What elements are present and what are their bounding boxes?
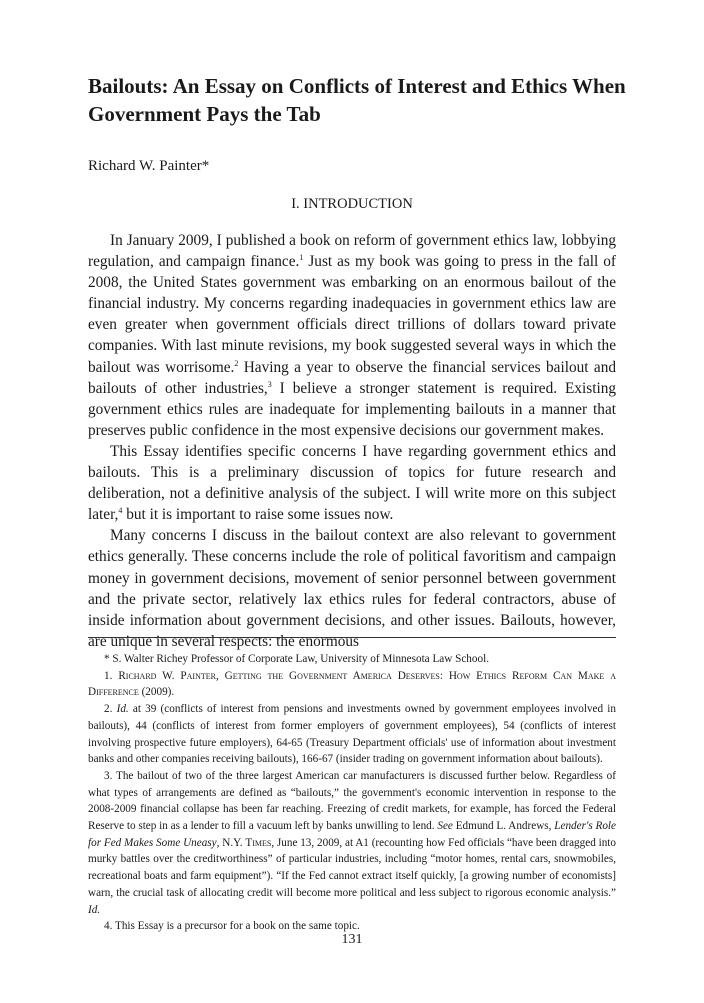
body-paragraph: Many concerns I discuss in the bailout context are also relevant to government ethics generally. These concerns include the role of political favoritism and campaign money in government decisions, movement of senior personnel between government and the private sector, relatively lax ethics rules for federal contractors, abuse of inside information about government decisions, and other issues. Bailouts, however, are unique in several respects: the enormous xyxy=(88,527,616,650)
footnote-ref: 4 xyxy=(118,506,123,516)
footnote-2: 2. Id. at 39 (conflicts of interest from pensions and investments owned by government employees involved in bailouts), 44 (conflicts of interest from former employers of government employees), 54 (conflicts of interest involving prospective future employers), 64-65 (Treasury Department officials' use of information about investment banks and other companies receiving bailouts), 166-67 (insider trading on government information about bailouts). xyxy=(88,703,617,766)
body-paragraph: In January 2009, I published a book on reform of government ethics law, lobbying regulation, and campaign finance.$^1$ Just as my book was going to press in the fall of 2008, the United States government was embarking on an enormous bailout of the financial industry. My concerns regarding inadequacies in government ethics law are even greater when government officials direct trillions of dollars toward private companies. With last minute revisions, my book suggested several ways in which the bailout was worrisome.$^2$ Having a year to observe the financial services bailout and bailouts of other industries,$^3$ I believe a stronger statement is required. Existing government ethics rules are inadequate for implementing bailouts in a manner that preserves public confidence in the most expensive decisions our government makes. xyxy=(88,232,616,439)
article-title: Bailouts: An Essay on Conflicts of Interest and Ethics When Government Pays the Tab xyxy=(88,74,626,126)
footnote-4: 4. This Essay is a precursor for a book on the same topic. xyxy=(104,920,360,933)
footnotes xyxy=(88,651,616,935)
body-paragraph: This Essay identifies specific concerns I have regarding government ethics and bailouts. This is a preliminary discussion of topics for future research and deliberation, not a definitive analysis of the subject. I will write more on this subject later,$^4$ but it is important to raise some issues now. xyxy=(88,442,616,524)
footnote-ref: 3 xyxy=(267,379,272,389)
footnote-1: 1. Richard W. Painter, Getting the Government America Deserves: How Ethics Reform Can Make a Difference (2009). xyxy=(88,669,616,699)
footnote-ref: 2 xyxy=(234,358,239,368)
page-number: 131 xyxy=(341,932,363,947)
section-heading: I. INTRODUCTION xyxy=(291,196,413,212)
article-body xyxy=(88,230,616,652)
footnote-3: 3. The bailout of two of the three largest American car manufacturers is discussed further below. Regardless of what types of arrangements are defined as “bailouts,” the government's economic intervention in response to the 2008-2009 financial collapse has been far reaching. Freezing of credit markets, for example, has forced the Federal Reserve to step in as a lender to fill a vacuum left by banks unwilling to lend. See Edmund L. Andrews, Lender's Role for Fed Makes Some Uneasy, N.Y. Times, June 13, 2009, at A1 (recounting how Fed officials “have been dragged into murky battles over the creditworthiness” of particular industries, including “motor homes, rental cars, snowmobiles, recreational boats and farm equipment”). “If the Fed cannot extract itself quickly, [a growing number of economists] warn, the crucial task of allocating credit will become more political and less subject to rigorous economic analysis.” Id. xyxy=(88,769,617,916)
footnote-ref: 1 xyxy=(299,253,304,262)
author-name: Richard W. Painter* xyxy=(88,158,210,174)
footnote-divider xyxy=(88,637,616,638)
footnote-star: * S. Walter Richey Professor of Corporate Law, University of Minnesota Law School. xyxy=(104,653,489,665)
